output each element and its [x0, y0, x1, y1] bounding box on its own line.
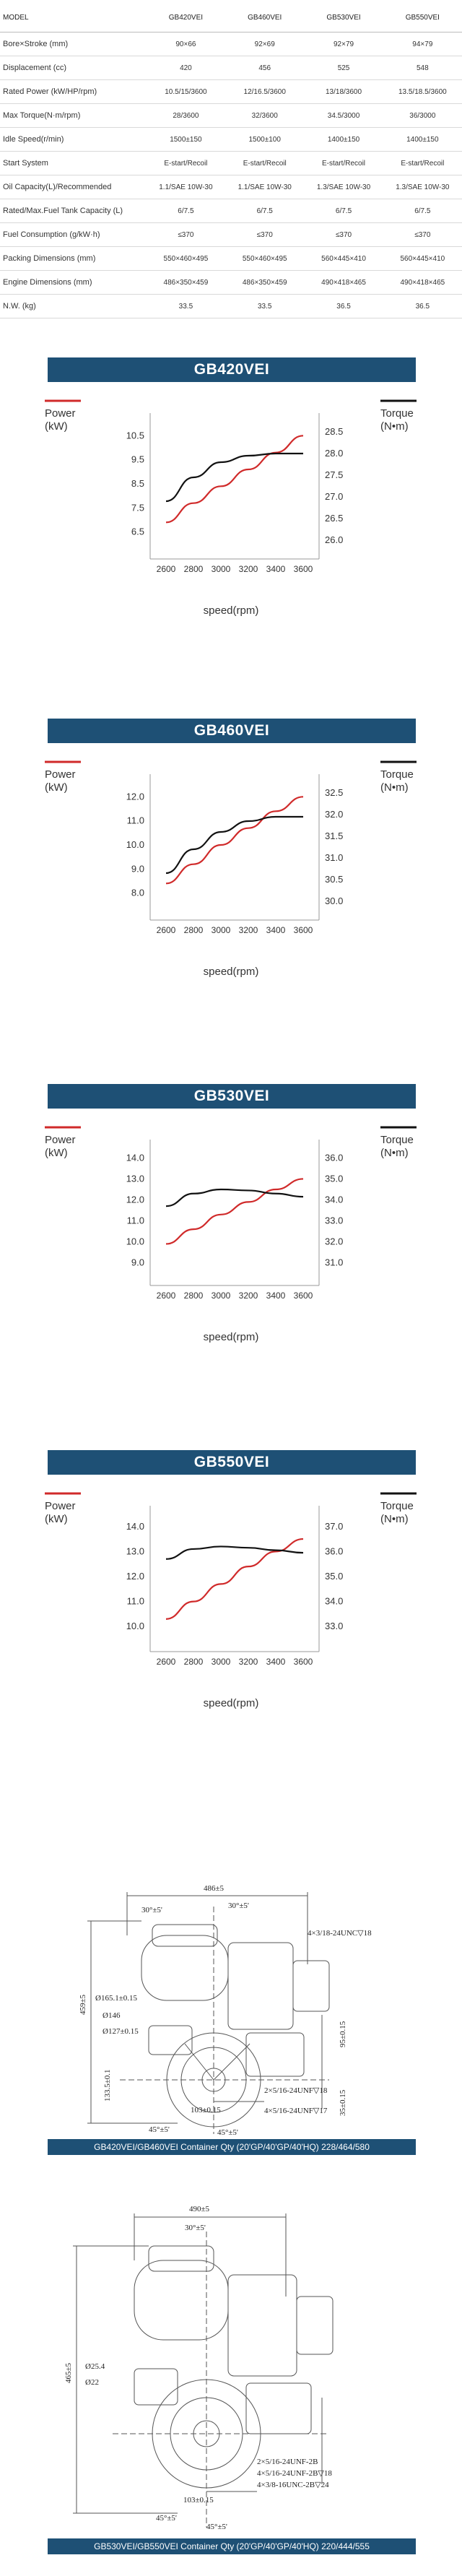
x-tick-label: 2600 [156, 1291, 176, 1301]
spec-cell: 13.5/18.5/3600 [398, 87, 447, 96]
y-left-tick-label: 12.0 [126, 1571, 144, 1582]
spec-row-label: Start System [3, 159, 48, 168]
dim-height: 459±5 [79, 1994, 87, 2015]
spec-cell: 490×418×465 [321, 278, 366, 287]
spec-cell: E-start/Recoil [322, 159, 366, 168]
y-left-tick-label: 7.5 [131, 502, 144, 513]
y-left-tick-label: 13.0 [126, 1173, 144, 1184]
dim-height: 465±5 [64, 2362, 73, 2383]
spec-cell: 36.5 [415, 302, 430, 311]
dim-base-width: 103±0.15 [183, 2496, 214, 2505]
dim-shaft-offset: 133.5±0.1 [103, 2069, 112, 2102]
spec-cell: 33.5 [257, 302, 272, 311]
spec-cell: 36/3000 [409, 111, 436, 120]
y-left-tick-label: 14.0 [126, 1520, 144, 1532]
dim-angle-bottom-right: 45°±5' [206, 2523, 227, 2531]
dim-base-height: 35±0.15 [339, 2089, 347, 2116]
y-right-tick-label: 35.0 [325, 1571, 344, 1582]
spec-cell: 12/16.5/3600 [243, 87, 286, 96]
dim-shaft-inner: Ø22 [85, 2378, 99, 2387]
spec-cell: 10.5/15/3600 [165, 87, 207, 96]
spec-cell: ≤370 [335, 230, 352, 239]
spec-cell: 90×66 [175, 40, 196, 48]
y-right-tick-label: 34.0 [325, 1194, 344, 1205]
x-axis-label: speed(rpm) [203, 604, 259, 617]
spec-row [0, 152, 462, 175]
y-left-tick-label: 11.0 [126, 815, 144, 826]
dim-angle-bottom-left: 45°±5' [149, 2125, 170, 2134]
y-left-tick-label: 14.0 [126, 1152, 144, 1163]
power-label: Power [45, 1500, 76, 1512]
x-tick-label: 3600 [293, 1291, 313, 1301]
y-left-tick-label: 10.0 [126, 1236, 144, 1247]
x-tick-label: 3000 [211, 564, 231, 574]
y-right-tick-label: 32.0 [325, 1236, 344, 1247]
spec-cell: 6/7.5 [256, 207, 273, 215]
spec-cell: 456 [258, 64, 271, 72]
spec-cell: 1400±150 [327, 135, 360, 144]
spec-row [0, 32, 462, 56]
y-left-tick-label: 9.5 [131, 454, 144, 465]
spec-header-gb550: GB550VEI [405, 13, 440, 22]
x-tick-label: 3200 [238, 1657, 258, 1667]
spec-cell: 486×350×459 [163, 278, 209, 287]
spec-cell: 1500±100 [248, 135, 281, 144]
spec-cell: E-start/Recoil [243, 159, 287, 168]
dim-width: 490±5 [189, 2205, 210, 2213]
y-right-tick-label: 30.5 [325, 874, 344, 885]
spec-row [0, 80, 462, 104]
spec-cell: 36.5 [336, 302, 351, 311]
spec-cell: 92×69 [254, 40, 275, 48]
spec-cell: 13/18/3600 [326, 87, 362, 96]
power-label: Power [45, 1134, 76, 1146]
torque-unit-label: (N•m) [380, 781, 409, 794]
spec-row [0, 128, 462, 152]
dim-angle-bottom-right: 45°±5' [217, 2128, 238, 2137]
chart-gb460 [0, 719, 462, 1029]
chart-gb420 [0, 357, 462, 668]
y-right-tick-label: 32.0 [325, 809, 344, 820]
power-torque-chart [0, 747, 462, 1029]
spec-row [0, 295, 462, 318]
spec-header-model: MODEL [3, 13, 29, 22]
dim-thread-side: 4×5/16-24UNF-2B▽18 [257, 2469, 332, 2478]
spec-rows [0, 32, 462, 318]
y-left-tick-label: 8.5 [131, 478, 144, 489]
spec-header-gb530: GB530VEI [326, 13, 361, 22]
y-left-tick-label: 8.0 [131, 887, 144, 898]
power-series-line [166, 1179, 303, 1244]
spec-cell: 92×79 [333, 40, 354, 48]
y-left-tick-label: 13.0 [126, 1545, 144, 1557]
engine-drawing-svg [48, 2195, 416, 2535]
torque-label: Torque [380, 407, 414, 420]
spec-cell: E-start/Recoil [401, 159, 445, 168]
spec-row-label: Displacement (cc) [3, 64, 67, 72]
spec-row [0, 56, 462, 80]
x-tick-label: 3600 [293, 1657, 313, 1667]
x-tick-label: 2600 [156, 1657, 176, 1667]
dim-thread-base: 4×5/16-24UNF▽17 [264, 2107, 328, 2115]
x-tick-label: 3600 [293, 925, 313, 935]
x-tick-label: 3200 [238, 564, 258, 574]
torque-unit-label: (N•m) [380, 1147, 409, 1159]
spec-row-label: N.W. (kg) [3, 302, 36, 311]
spec-table [0, 3, 462, 318]
y-left-tick-label: 12.0 [126, 1194, 144, 1205]
spec-cell: 1.3/SAE 10W-30 [316, 183, 371, 191]
x-tick-label: 3400 [266, 1657, 286, 1667]
engine-drawing-gb530-gb550 [48, 2195, 416, 2535]
spec-cell: 6/7.5 [335, 207, 352, 215]
x-tick-label: 3600 [293, 564, 313, 574]
y-right-tick-label: 31.0 [325, 852, 344, 863]
dim-angle-left: 30°±5' [141, 1906, 162, 1914]
chart-title: GB550VEI [48, 1450, 416, 1475]
y-right-tick-label: 31.5 [325, 831, 344, 841]
x-tick-label: 3000 [211, 1291, 231, 1301]
x-axis-label: speed(rpm) [203, 1331, 259, 1343]
spec-cell: 1400±150 [406, 135, 439, 144]
engine-drawing-gb420-gb460 [48, 1863, 416, 2138]
spec-cell: 560×445×410 [321, 254, 366, 263]
y-right-tick-label: 28.0 [325, 448, 344, 459]
dim-shaft-height: 95±0.15 [339, 2021, 347, 2047]
spec-cell: 6/7.5 [414, 207, 431, 215]
spec-row [0, 175, 462, 199]
chart-title: GB420VEI [48, 357, 416, 382]
y-right-tick-label: 33.0 [325, 1621, 344, 1632]
spec-cell: 420 [180, 64, 192, 72]
y-right-tick-label: 37.0 [325, 1520, 344, 1532]
dim-bolt-circle: Ø165.1±0.15 [95, 1994, 137, 2003]
dim-width: 486±5 [204, 1884, 225, 1893]
x-tick-label: 2600 [156, 925, 176, 935]
spec-cell: 28/3600 [173, 111, 199, 120]
chart-title: GB460VEI [48, 719, 416, 743]
y-left-tick-label: 9.0 [131, 1257, 144, 1268]
spec-cell: 94×79 [412, 40, 433, 48]
dim-shaft: Ø25.4 [85, 2362, 105, 2371]
dim-thread-top: 4×3/18-24UNC▽18 [308, 1929, 372, 1938]
spec-row-label: Bore×Stroke (mm) [3, 40, 69, 48]
y-right-tick-label: 26.5 [325, 513, 344, 524]
spec-cell: 1.3/SAE 10W-30 [396, 183, 450, 191]
torque-unit-label: (N•m) [380, 1513, 409, 1525]
spec-row-label: Oil Capacity(L)/Recommended [3, 183, 112, 191]
spec-row [0, 223, 462, 247]
spec-header-gb460: GB460VEI [248, 13, 282, 22]
spec-row [0, 104, 462, 128]
torque-label: Torque [380, 1134, 414, 1146]
spec-row [0, 199, 462, 223]
dim-angle-top: 30°±5' [185, 2224, 206, 2232]
power-unit-label: (kW) [45, 420, 68, 433]
y-left-tick-label: 12.0 [126, 791, 144, 802]
spec-cell: 490×418×465 [400, 278, 445, 287]
y-right-tick-label: 33.0 [325, 1215, 344, 1226]
x-tick-label: 2800 [183, 564, 204, 574]
spec-row-label: Fuel Consumption (g/kW·h) [3, 230, 100, 239]
x-tick-label: 2800 [183, 1291, 204, 1301]
y-left-tick-label: 11.0 [126, 1595, 144, 1607]
torque-series-line [166, 1546, 303, 1558]
power-label: Power [45, 407, 76, 420]
dim-base-width: 103±0.15 [191, 2106, 221, 2115]
power-label: Power [45, 768, 76, 781]
spec-cell: ≤370 [178, 230, 194, 239]
dim-thread-base: 4×3/8-16UNC-2B▽24 [257, 2481, 329, 2489]
y-right-tick-label: 27.0 [325, 491, 344, 502]
y-right-tick-label: 26.0 [325, 534, 344, 545]
spec-cell: ≤370 [256, 230, 273, 239]
x-tick-label: 2600 [156, 564, 176, 574]
x-tick-label: 3400 [266, 925, 286, 935]
spec-row-label: Rated/Max.Fuel Tank Capacity (L) [3, 207, 123, 215]
spec-cell: 550×460×495 [242, 254, 287, 263]
power-series-line [166, 797, 303, 883]
dim-pilot-inner: Ø127±0.15 [103, 2027, 139, 2036]
y-right-tick-label: 30.0 [325, 895, 344, 906]
power-torque-chart [0, 1479, 462, 1761]
spec-cell: 1500±150 [170, 135, 202, 144]
x-tick-label: 3400 [266, 1291, 286, 1301]
engine-drawing-svg [48, 1863, 416, 2138]
y-right-tick-label: 32.5 [325, 787, 344, 798]
x-tick-label: 3000 [211, 1657, 231, 1667]
y-left-tick-label: 6.5 [131, 526, 144, 537]
dim-thread-shaft: 2×5/16-24UNF▽18 [264, 2086, 328, 2095]
y-right-tick-label: 28.5 [325, 426, 344, 437]
power-torque-chart [0, 386, 462, 668]
spec-cell: 32/3600 [251, 111, 278, 120]
spec-cell: E-start/Recoil [164, 159, 208, 168]
spec-row-label: Rated Power (kW/HP/rpm) [3, 87, 97, 96]
y-left-tick-label: 11.0 [126, 1215, 144, 1226]
y-right-tick-label: 36.0 [325, 1152, 344, 1163]
spec-cell: 486×350×459 [242, 278, 287, 287]
x-tick-label: 3200 [238, 1291, 258, 1301]
y-right-tick-label: 34.0 [325, 1595, 344, 1607]
spec-cell: 560×445×410 [400, 254, 445, 263]
power-unit-label: (kW) [45, 1147, 68, 1159]
torque-label: Torque [380, 1500, 414, 1512]
dim-angle-bottom-left: 45°±5' [156, 2514, 177, 2523]
power-unit-label: (kW) [45, 781, 68, 794]
y-left-tick-label: 10.0 [126, 1621, 144, 1632]
x-tick-label: 3400 [266, 564, 286, 574]
spec-cell: ≤370 [414, 230, 431, 239]
spec-cell: 34.5/3000 [327, 111, 360, 120]
spec-row-label: Packing Dimensions (mm) [3, 254, 96, 263]
spec-row-label: Max Torque(N·m/rpm) [3, 111, 81, 120]
x-tick-label: 2800 [183, 1657, 204, 1667]
x-tick-label: 3200 [238, 925, 258, 935]
torque-label: Torque [380, 768, 414, 781]
y-right-tick-label: 35.0 [325, 1173, 344, 1184]
y-right-tick-label: 27.5 [325, 469, 344, 480]
spec-cell: 1.1/SAE 10W-30 [159, 183, 213, 191]
spec-header-gb420: GB420VEI [168, 13, 204, 22]
spec-row [0, 271, 462, 295]
drawing-caption: GB420VEI/GB460VEI Container Qty (20'GP/40'GP/40'HQ) 228/464/580 [48, 2139, 416, 2155]
spec-cell: 525 [337, 64, 350, 72]
spec-cell: 550×460×495 [163, 254, 209, 263]
spec-cell: 1.1/SAE 10W-30 [237, 183, 292, 191]
x-axis-label: speed(rpm) [203, 1697, 259, 1709]
power-torque-chart [0, 1113, 462, 1395]
y-right-tick-label: 31.0 [325, 1257, 344, 1268]
spec-row [0, 247, 462, 271]
spec-cell: 6/7.5 [178, 207, 194, 215]
y-left-tick-label: 10.0 [126, 839, 144, 850]
chart-gb530 [0, 1084, 462, 1395]
spec-cell: 548 [417, 64, 429, 72]
spec-header-row [0, 3, 462, 32]
drawing-caption: GB530VEI/GB550VEI Container Qty (20'GP/40'GP/40'HQ) 220/444/555 [48, 2538, 416, 2554]
chart-title: GB530VEI [48, 1084, 416, 1109]
y-right-tick-label: 36.0 [325, 1545, 344, 1557]
x-tick-label: 3000 [211, 925, 231, 935]
spec-cell: 33.5 [178, 302, 193, 311]
chart-gb550 [0, 1450, 462, 1761]
dim-thread-shaft: 2×5/16-24UNF-2B [257, 2458, 318, 2466]
dim-pilot: Ø146 [103, 2011, 121, 2020]
y-left-tick-label: 10.5 [126, 430, 144, 441]
spec-row-label: Idle Speed(r/min) [3, 135, 64, 144]
x-tick-label: 2800 [183, 925, 204, 935]
spec-row-label: Engine Dimensions (mm) [3, 278, 92, 287]
x-axis-label: speed(rpm) [203, 966, 259, 978]
torque-series-line [166, 1189, 303, 1206]
dim-angle-right: 30°±5' [228, 1901, 249, 1910]
y-left-tick-label: 9.0 [131, 863, 144, 875]
power-unit-label: (kW) [45, 1513, 68, 1525]
torque-series-line [166, 817, 303, 873]
torque-unit-label: (N•m) [380, 420, 409, 433]
